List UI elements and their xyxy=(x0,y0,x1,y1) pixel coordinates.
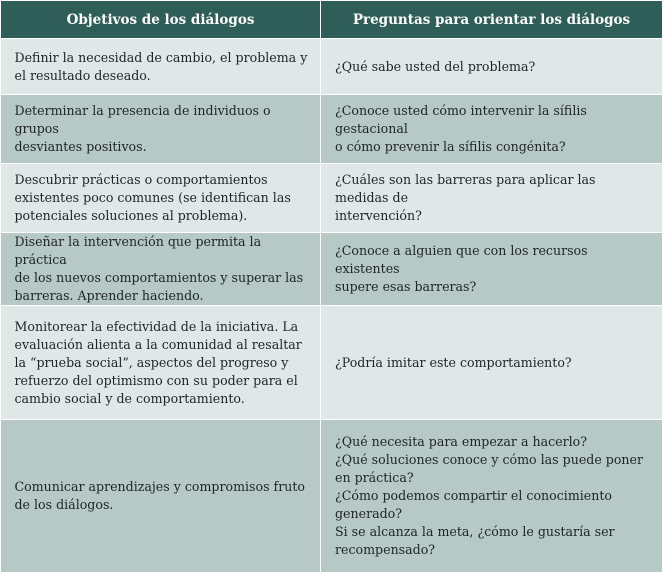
text-line: intervención? xyxy=(335,208,422,223)
text-line: ¿Cuáles son las barreras para aplicar las medidas de xyxy=(335,172,595,205)
text-line: de los nuevos comportamientos y superar las xyxy=(15,270,304,285)
question-cell xyxy=(321,95,662,164)
text-line: recompensado? xyxy=(335,542,435,557)
text-line: ¿Qué soluciones conoce y cómo las puede poner xyxy=(335,452,643,467)
question-cell xyxy=(321,164,662,233)
objective-text xyxy=(15,318,309,408)
question-cell xyxy=(321,306,662,420)
text-line: existentes poco comunes (se identifican las xyxy=(15,190,291,205)
table-row xyxy=(1,95,662,164)
text-line: el resultado deseado. xyxy=(15,68,151,83)
objective-cell xyxy=(1,39,321,95)
table-row xyxy=(1,233,662,306)
question-text xyxy=(335,58,651,76)
text-line: de los diálogos. xyxy=(15,497,114,512)
text-line: ¿Qué sabe usted del problema? xyxy=(335,59,535,74)
text-line: Descubrir prácticas o comportamientos xyxy=(15,172,268,187)
table-row xyxy=(1,164,662,233)
question-text xyxy=(335,102,651,156)
table-row xyxy=(1,306,662,420)
text-line: Diseñar la intervención que permita la práctica xyxy=(15,234,262,267)
text-line: evaluación alienta a la comunidad al resaltar xyxy=(15,337,302,352)
objective-text xyxy=(15,49,309,85)
question-text xyxy=(335,354,651,372)
objective-cell xyxy=(1,164,321,233)
text-line: ¿Conoce usted cómo intervenir la sífilis gestacional xyxy=(335,103,587,136)
header-objectives: Objetivos de los diálogos xyxy=(1,1,321,39)
question-text xyxy=(335,433,651,559)
text-line: ¿Conoce a alguien que con los recursos existentes xyxy=(335,243,588,276)
objective-cell xyxy=(1,420,321,573)
text-line: barreras. Aprender haciendo. xyxy=(15,288,204,303)
text-line: Monitorear la efectividad de la iniciativa. La xyxy=(15,319,299,334)
text-line: ¿Qué necesita para empezar a hacerlo? xyxy=(335,434,587,449)
text-line: o cómo prevenir la sífilis congénita? xyxy=(335,139,566,154)
table-row xyxy=(1,39,662,95)
text-line: Definir la necesidad de cambio, el problema y xyxy=(15,50,308,65)
objective-text xyxy=(15,102,309,156)
question-text xyxy=(335,242,651,296)
text-line: ¿Cómo podemos compartir el conocimiento xyxy=(335,488,612,503)
text-line: Comunicar aprendizajes y compromisos fruto xyxy=(15,479,305,494)
text-line: Determinar la presencia de individuos o grupos xyxy=(15,103,271,136)
table-row xyxy=(1,420,662,573)
objective-cell xyxy=(1,233,321,306)
objective-text xyxy=(15,233,309,305)
question-text xyxy=(335,171,651,225)
text-line: generado? xyxy=(335,506,402,521)
table-header-row xyxy=(1,1,662,39)
question-cell xyxy=(321,233,662,306)
objective-text xyxy=(15,171,309,225)
objective-text xyxy=(15,478,309,514)
text-line: ¿Podría imitar este comportamiento? xyxy=(335,355,572,370)
text-line: refuerzo del optimismo con su poder para el xyxy=(15,373,298,388)
text-line: la “prueba social”, aspectos del progreso y xyxy=(15,355,289,370)
text-line: desviantes positivos. xyxy=(15,139,147,154)
text-line: en práctica? xyxy=(335,470,414,485)
text-line: supere esas barreras? xyxy=(335,279,476,294)
objective-cell xyxy=(1,306,321,420)
text-line: cambio social y de comportamiento. xyxy=(15,391,245,406)
text-line: potenciales soluciones al problema). xyxy=(15,208,248,223)
question-cell xyxy=(321,39,662,95)
header-questions: Preguntas para orientar los diálogos xyxy=(321,1,662,39)
objective-cell xyxy=(1,95,321,164)
text-line: Si se alcanza la meta, ¿cómo le gustaría ser xyxy=(335,524,615,539)
question-cell xyxy=(321,420,662,573)
